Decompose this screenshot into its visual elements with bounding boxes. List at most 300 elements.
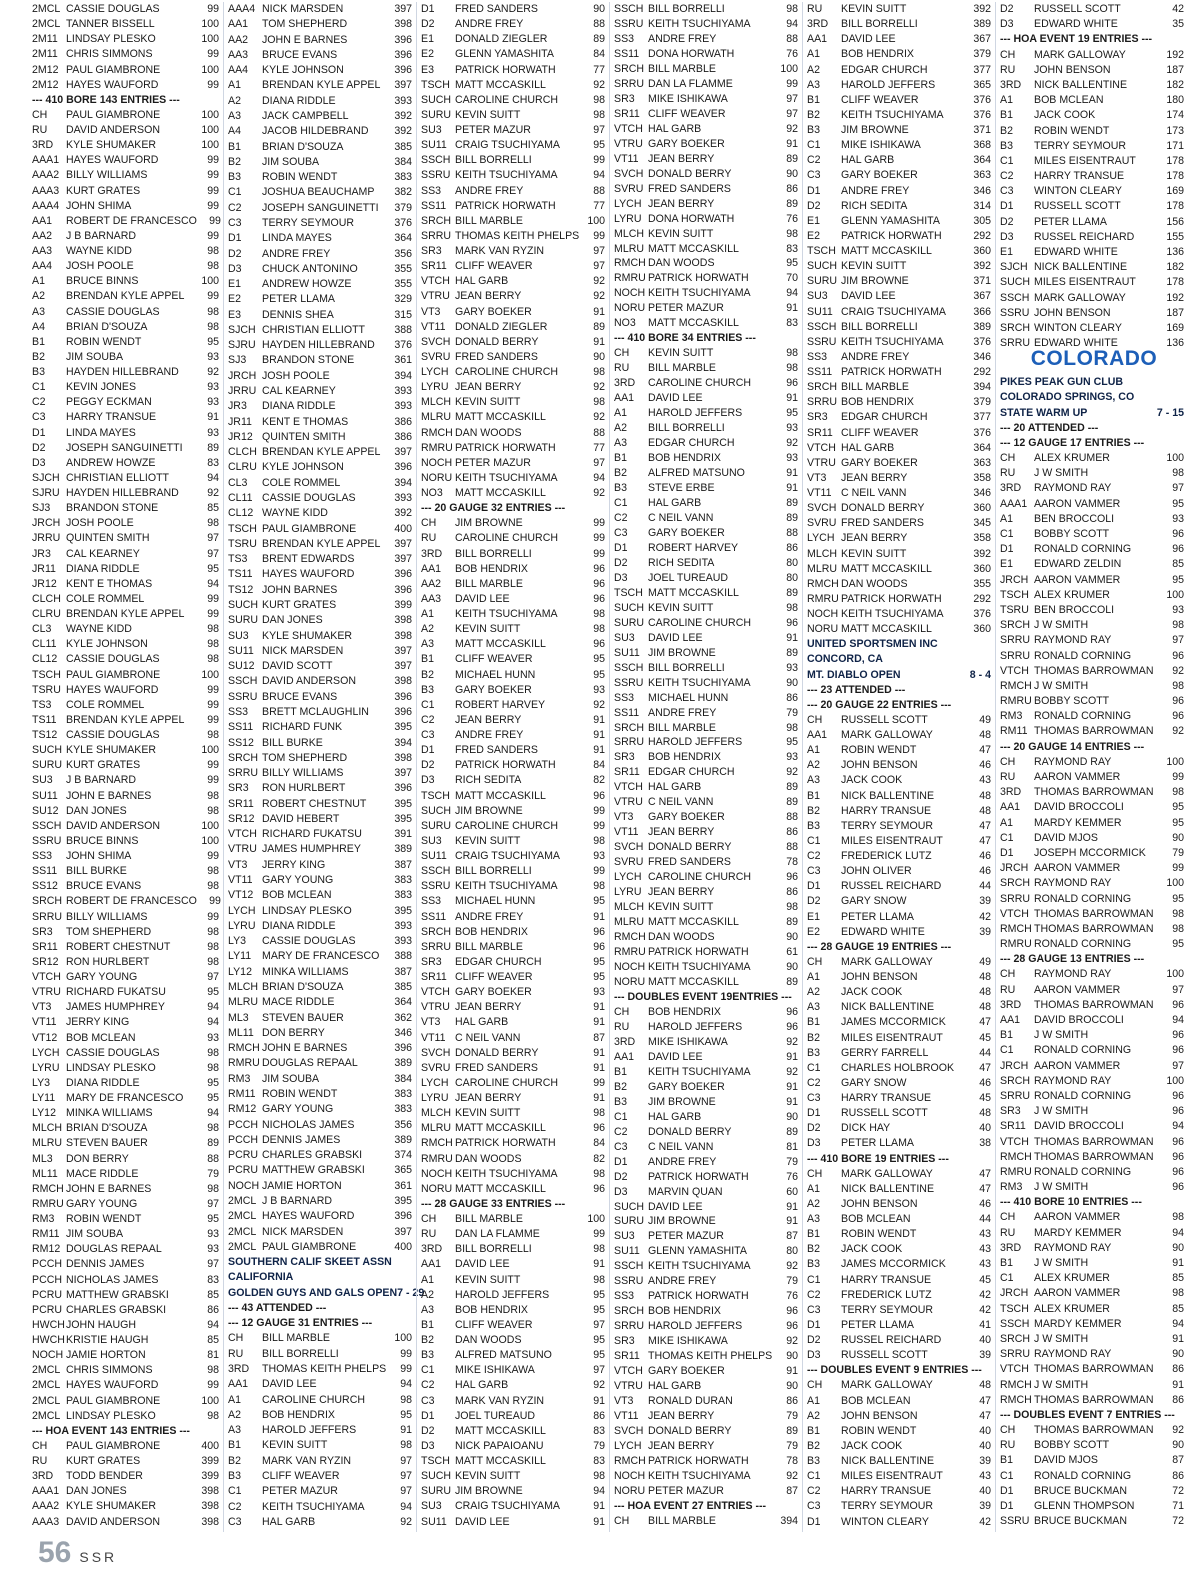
result-row	[32, 652, 223, 667]
shooter-name: DAVID SCOTT	[262, 660, 333, 673]
result-row	[32, 1197, 223, 1212]
class-code: SVCH	[421, 1046, 451, 1059]
class-code: D1	[421, 744, 435, 757]
shooter-name: LINDA MAYES	[66, 426, 136, 439]
shooter-name: CAL KEARNEY	[262, 385, 336, 398]
shooter-name: ROBIN WENDT	[1034, 124, 1110, 137]
shooter-name: BILL BORRELLI	[262, 1347, 339, 1360]
score: 292	[973, 592, 991, 605]
class-code: VT12	[32, 1031, 58, 1044]
shooter-name: PAUL GIAMBRONE	[66, 108, 161, 121]
shooter-name: BILL BORRELLI	[648, 661, 725, 674]
shooter-name: JOHN BENSON	[841, 971, 918, 984]
score: 393	[394, 400, 412, 413]
shooter-name: JAMIE HORTON	[66, 1349, 146, 1362]
shooter-name: ALEX KRUMER	[1034, 452, 1110, 465]
result-row	[1000, 542, 1188, 557]
result-row	[1000, 124, 1188, 139]
shooter-name: THOMAS BARROWMAN	[1034, 786, 1154, 799]
score: 95	[786, 257, 798, 270]
shooter-name: ALFRED MATSUNO	[648, 467, 745, 480]
class-code: B3	[807, 819, 820, 832]
result-row	[807, 547, 995, 562]
score: 96	[786, 1020, 798, 1033]
shooter-name: HAL GARB	[648, 496, 702, 509]
class-code: VT11	[421, 320, 446, 333]
class-code: A3	[228, 1424, 241, 1437]
result-row	[32, 1257, 223, 1272]
result-row	[32, 1454, 223, 1469]
score: 398	[201, 1485, 219, 1498]
shooter-name: BRENDAN KYLE APPEL	[66, 290, 185, 303]
score: 98	[1172, 1287, 1184, 1300]
result-row	[614, 436, 802, 451]
result-row	[228, 980, 416, 995]
shooter-name: GARY YOUNG	[262, 1103, 334, 1116]
shooter-name: JIM BROWNE	[455, 1485, 523, 1498]
score: 99	[593, 517, 605, 530]
event-header-text: --- 23 ATTENDED ---	[807, 683, 906, 696]
score: 89	[786, 511, 798, 524]
result-row	[32, 395, 223, 410]
score: 99	[207, 910, 219, 923]
shooter-name: RON HURLBERT	[66, 955, 150, 968]
score: 90	[786, 167, 798, 180]
shooter-name: MATT MCCASKILL	[455, 638, 546, 651]
score: 98	[207, 260, 219, 273]
score: 364	[973, 154, 991, 167]
result-row	[614, 1229, 802, 1244]
result-row	[421, 1136, 609, 1151]
class-code: D1	[228, 232, 242, 245]
score: 70	[786, 272, 798, 285]
result-row	[614, 1065, 802, 1080]
class-code: SU12	[228, 660, 255, 673]
class-code: AAA4	[228, 3, 256, 15]
shooter-name: DIANA RIDDLE	[262, 94, 336, 107]
shooter-name: KENT E THOMAS	[66, 577, 153, 590]
class-code: VTRU	[807, 456, 836, 469]
score: 45	[979, 1273, 991, 1286]
result-row	[421, 259, 609, 274]
score: 89	[786, 1425, 798, 1438]
club-name: UNITED SPORTSMEN INC	[807, 638, 938, 651]
score: 91	[593, 1394, 605, 1407]
class-code: MLCH	[807, 547, 838, 560]
result-row	[614, 17, 802, 32]
class-code: AAA2	[32, 169, 60, 182]
shooter-name: BRIAN D'SOUZA	[66, 320, 148, 333]
score: 92	[593, 487, 605, 499]
club-header	[1000, 375, 1188, 421]
score: 91	[593, 1092, 605, 1104]
result-row	[1000, 291, 1188, 306]
class-code: D1	[1000, 1500, 1014, 1512]
shooter-name: PATRICK HORWATH	[648, 1290, 749, 1303]
class-code: D2	[228, 247, 242, 260]
result-row	[421, 713, 609, 728]
score: 96	[1172, 998, 1184, 1011]
result-row	[421, 471, 609, 486]
score: 392	[394, 109, 412, 122]
class-code: SR3	[614, 751, 635, 764]
score: 99	[209, 214, 221, 227]
score: 98	[207, 865, 219, 878]
event-header	[421, 1197, 609, 1212]
result-row	[228, 812, 416, 827]
shooter-name: KURT GRATES	[66, 184, 141, 197]
result-row	[807, 17, 995, 32]
score: 180	[1166, 94, 1184, 107]
result-row	[1000, 1423, 1188, 1438]
shooter-name: C NEIL VANN	[455, 1031, 521, 1044]
shooter-name: HAYES WAUFORD	[66, 78, 159, 91]
score: 396	[394, 782, 412, 795]
class-code: AA3	[228, 48, 249, 61]
shooter-name: MILES EISENTRAUT	[841, 1031, 943, 1044]
class-code: RMCH	[614, 931, 646, 944]
shooter-name: JEAN BERRY	[648, 1440, 715, 1452]
shooter-name: DAN WOODS	[841, 577, 908, 590]
shooter-name: GLENN YAMASHITA	[841, 214, 940, 227]
class-code: A3	[807, 774, 820, 787]
result-row	[421, 607, 609, 622]
result-row	[32, 1061, 223, 1076]
shooter-name: GARY BOEKER	[648, 811, 725, 824]
score: 96	[1172, 710, 1184, 723]
class-code: TS12	[32, 729, 58, 741]
result-row	[614, 1484, 802, 1499]
shooter-name: MATT MCCASKILL	[455, 1122, 546, 1135]
score: 92	[786, 1335, 798, 1348]
score: 83	[207, 456, 219, 469]
class-code: SJCH	[228, 323, 256, 336]
score: 89	[786, 916, 798, 929]
result-row	[228, 399, 416, 414]
class-code: A1	[421, 1273, 434, 1286]
shooter-name: BRUCE EVANS	[262, 48, 338, 61]
result-row	[32, 1136, 223, 1151]
shooter-name: JEAN BERRY	[455, 1092, 522, 1104]
result-row	[614, 750, 802, 765]
class-code: D1	[1000, 1484, 1014, 1497]
class-code: B2	[614, 467, 627, 480]
class-code: SR11	[228, 797, 254, 810]
shooter-name: DAVID LEE	[841, 290, 896, 303]
result-row	[421, 834, 609, 849]
score: 91	[786, 631, 798, 644]
class-code: NOCH	[614, 287, 646, 300]
result-row	[228, 460, 416, 475]
score: 46	[979, 865, 991, 878]
score: 95	[786, 407, 798, 420]
class-code: SRRU	[1000, 337, 1031, 350]
class-code: RU	[32, 1455, 48, 1467]
shooter-name: JOHN BENSON	[1034, 306, 1111, 319]
shooter-name: JOEL TUREAUD	[648, 571, 729, 584]
class-code: SVRU	[614, 856, 644, 869]
result-row	[32, 335, 223, 350]
score: 95	[1172, 801, 1184, 814]
class-code: A1	[807, 744, 820, 757]
score: 182	[1166, 78, 1184, 91]
shooter-name: BILL BORRELLI	[648, 3, 725, 15]
shooter-name: JACK COOK	[841, 1243, 903, 1256]
class-code: C2	[807, 850, 821, 863]
class-code: B3	[807, 1455, 820, 1468]
result-row	[807, 1499, 995, 1514]
class-code: SRRU	[421, 229, 452, 242]
shooter-name: KYLE JOHNSON	[66, 638, 148, 651]
shooter-name: DAN JONES	[66, 1485, 127, 1498]
class-code: B2	[228, 1454, 241, 1467]
score: 99	[207, 759, 219, 772]
score: 364	[394, 232, 412, 245]
shooter-name: BOB HENDRIX	[648, 1305, 721, 1318]
score: 96	[786, 377, 798, 390]
shooter-name: BRUCE BINNS	[66, 275, 139, 288]
result-row	[421, 380, 609, 395]
result-row	[807, 955, 995, 970]
score: 82	[593, 774, 605, 787]
shooter-name: HAL GARB	[841, 154, 895, 167]
score: 97	[207, 1258, 219, 1271]
result-row	[421, 849, 609, 864]
shooter-name: MATT MCCASKILL	[648, 975, 739, 988]
class-code: LYRU	[421, 1092, 449, 1104]
shooter-name: ROBIN WENDT	[262, 1087, 338, 1100]
class-code: MLCH	[32, 1122, 63, 1135]
shooter-name: KEITH TSUCHIYAMA	[648, 1469, 751, 1482]
shooter-name: DENNIS JAMES	[262, 1133, 341, 1146]
score: 91	[1172, 1332, 1184, 1345]
result-row	[1000, 306, 1188, 321]
score: 398	[201, 1500, 219, 1513]
shooter-name: RICHARD FUNK	[262, 721, 343, 734]
score: 89	[786, 646, 798, 659]
class-code: RMRU	[614, 272, 646, 285]
shooter-name: KEVIN SUITT	[455, 623, 521, 636]
shooter-name: CAROLINE CHURCH	[262, 1393, 366, 1406]
shooter-name: BILL BORRELLI	[455, 1243, 532, 1256]
result-row	[807, 1424, 995, 1439]
shooter-name: NICK BALLENTINE	[841, 789, 935, 802]
score: 346	[973, 184, 991, 197]
score: 86	[786, 1395, 798, 1408]
result-row	[421, 1015, 609, 1030]
shooter-name: AARON VAMMER	[1034, 497, 1121, 510]
shooter-name: AARON VAMMER	[1034, 983, 1121, 996]
score: 99	[593, 1076, 605, 1089]
class-code: SR11	[614, 107, 640, 120]
result-row	[807, 1348, 995, 1363]
class-code: SURU	[807, 275, 838, 288]
class-code: SSCH	[614, 3, 644, 15]
result-row	[807, 894, 995, 909]
class-code: SSCH	[614, 661, 644, 674]
result-row	[421, 78, 609, 93]
shooter-name: ALEX KRUMER	[1034, 588, 1110, 601]
class-code: 2MCL	[32, 3, 61, 15]
result-row	[421, 592, 609, 607]
score: 78	[786, 1454, 798, 1467]
result-row	[1000, 1256, 1188, 1271]
result-row	[1000, 78, 1188, 93]
result-row	[32, 547, 223, 562]
class-code: NOCH	[614, 961, 646, 973]
shooter-name: ANDRE FREY	[841, 184, 910, 197]
result-row	[421, 1454, 609, 1469]
score: 40	[979, 1485, 991, 1498]
score: 394	[394, 476, 412, 489]
result-row	[1000, 1271, 1188, 1286]
result-row	[32, 1031, 223, 1046]
score: 98	[593, 93, 605, 106]
result-row	[614, 406, 802, 421]
shooter-name: TOM SHEPHERD	[262, 18, 348, 31]
shooter-name: DIANA RIDDLE	[66, 1076, 140, 1089]
class-code: SUCH	[228, 598, 259, 611]
shooter-name: KYLE SHUMAKER	[66, 1500, 157, 1513]
shooter-name: PETER MAZUR	[648, 302, 724, 315]
shooter-name: ROBERT HARVEY	[648, 541, 739, 554]
score: 91	[593, 1046, 605, 1059]
class-code: MLCH	[421, 396, 452, 409]
score: 96	[1172, 1105, 1184, 1118]
shooter-name: BEN BROCCOLI	[1034, 603, 1115, 616]
result-row	[614, 1349, 802, 1364]
class-code: SS12	[32, 880, 58, 893]
class-code: TS11	[228, 568, 253, 581]
score: 98	[207, 245, 219, 257]
score: 98	[207, 804, 219, 817]
score: 99	[593, 547, 605, 560]
result-row	[614, 1469, 802, 1484]
event-header	[1000, 32, 1188, 47]
class-code: SRCH	[1000, 1074, 1031, 1087]
result-row	[421, 1212, 609, 1227]
shooter-name: J W SMITH	[1034, 467, 1089, 480]
class-code: SURU	[32, 759, 63, 772]
result-row	[32, 607, 223, 622]
score: 91	[593, 1001, 605, 1014]
score: 89	[786, 781, 798, 794]
result-row	[421, 985, 609, 1000]
class-code: A2	[32, 290, 45, 303]
result-row	[421, 1469, 609, 1484]
event-header	[807, 698, 995, 713]
event-header-text: --- 28 GAUGE 19 ENTRIES ---	[807, 940, 952, 953]
result-row	[1000, 466, 1188, 481]
shooter-name: RAYMOND RAY	[1034, 634, 1112, 647]
score: 85	[1172, 1302, 1184, 1315]
class-code: MLRU	[228, 996, 259, 1009]
result-row	[228, 644, 416, 659]
class-code: CH	[32, 108, 48, 121]
class-code: SR11	[614, 766, 640, 779]
shooter-name: J B BARNARD	[66, 229, 137, 242]
result-row	[614, 1185, 802, 1200]
class-code: SS3	[614, 32, 635, 45]
score: 95	[593, 1288, 605, 1301]
score: 99	[593, 865, 605, 878]
class-code: RU	[1000, 63, 1016, 76]
shooter-name: ANDRE FREY	[648, 706, 717, 719]
score: 94	[593, 169, 605, 182]
score: 98	[1172, 922, 1184, 935]
score: 98	[400, 1439, 412, 1452]
class-code: PCRU	[32, 1303, 63, 1316]
shooter-name: C NEIL VANN	[841, 487, 907, 499]
score: 98	[1172, 907, 1184, 920]
score: 80	[786, 571, 798, 584]
score: 389	[973, 18, 991, 31]
score: 79	[1172, 846, 1184, 859]
result-row	[1000, 2, 1188, 17]
class-code: TSCH	[421, 1455, 450, 1467]
result-row	[1000, 1438, 1188, 1453]
class-code: CH	[807, 713, 823, 726]
result-row	[421, 486, 609, 501]
score: 100	[201, 275, 219, 288]
shooter-name: RAYMOND RAY	[1034, 968, 1112, 981]
score: 84	[593, 48, 605, 61]
shooter-name: ROBERT HARVEY	[455, 698, 546, 711]
result-row	[614, 77, 802, 92]
score: 95	[593, 1334, 605, 1346]
class-code: A2	[807, 1409, 820, 1422]
class-code: B1	[807, 1228, 820, 1241]
shooter-name: HAROLD JEFFERS	[648, 407, 743, 420]
score: 89	[207, 441, 219, 454]
score: 38	[979, 1137, 991, 1150]
class-code: SSRU	[614, 1275, 644, 1288]
score: 94	[1172, 1014, 1184, 1026]
score: 99	[207, 592, 219, 605]
shooter-name: BOB HENDRIX	[841, 396, 914, 409]
result-row	[807, 2, 995, 17]
shooter-name: COLE ROMMEL	[262, 476, 341, 489]
class-code: RM11	[1000, 725, 1028, 738]
class-code: LYRU	[421, 381, 449, 394]
shooter-name: C NEIL VANN	[648, 1140, 714, 1153]
shooter-name: TANNER BISSELL	[66, 18, 155, 31]
class-code: SS11	[228, 721, 254, 734]
result-row	[32, 441, 223, 456]
class-code: NO3	[614, 317, 636, 330]
class-code: JR3	[32, 547, 51, 560]
class-code: SURU	[228, 614, 259, 627]
shooter-name: ANDRE FREY	[648, 1275, 717, 1288]
shooter-name: TERRY SEYMOUR	[841, 1500, 934, 1513]
event-header	[807, 683, 995, 698]
shooter-name: JOHN E BARNES	[262, 33, 348, 46]
class-code: C1	[1000, 1272, 1014, 1285]
class-code: SVRU	[421, 350, 451, 363]
class-code: RMCH	[1000, 1150, 1032, 1163]
shooter-name: JEAN BERRY	[841, 471, 908, 484]
score: 398	[394, 18, 412, 31]
score: 398	[394, 751, 412, 764]
class-code: RMRU	[807, 592, 839, 605]
shooter-name: DAVID HEBERT	[262, 812, 340, 825]
score: 91	[786, 1215, 798, 1228]
result-row	[421, 804, 609, 819]
result-row	[614, 1424, 802, 1439]
result-row	[807, 199, 995, 214]
score: 93	[786, 661, 798, 674]
result-row	[614, 840, 802, 855]
